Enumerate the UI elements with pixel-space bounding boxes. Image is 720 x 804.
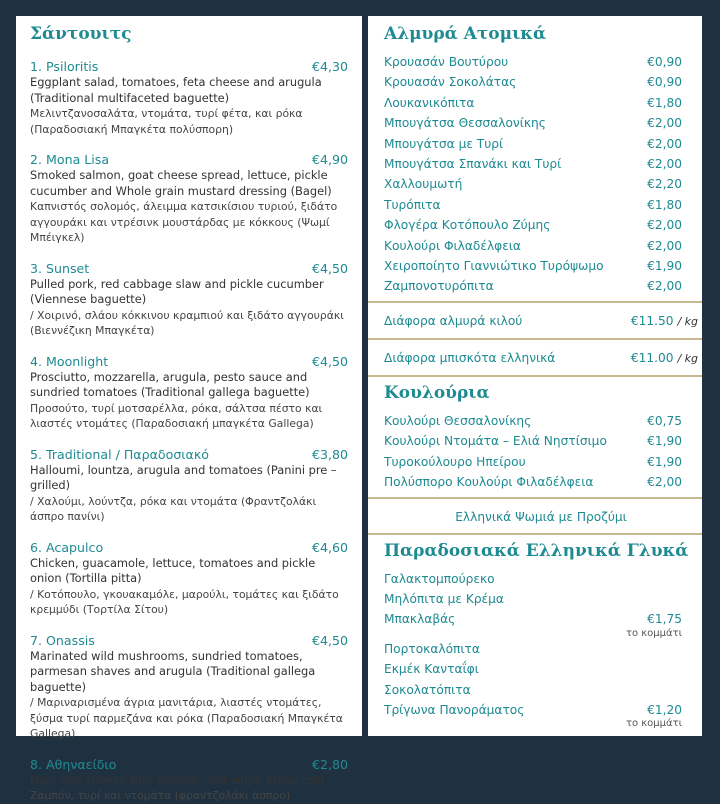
right-panel <box>368 16 702 736</box>
item-price: €2,00 <box>647 116 682 131</box>
menu-row <box>384 472 698 492</box>
sandwich-header <box>30 260 348 277</box>
sandwich-description-gr: / Χοιρινό, σλάου κόκκινου κραμπιού και ξιδάτο αγγουράκι (Βιεννέζικη Μπαγκέτα) <box>30 308 344 337</box>
kilo-label: Διάφορα μπισκότα ελληνικά <box>384 350 556 365</box>
item-price: €2,00 <box>647 136 682 151</box>
menu-row <box>384 609 698 638</box>
savory-list <box>384 52 698 297</box>
kilo-row-biscuits <box>384 346 698 371</box>
item-price: €2,00 <box>647 238 682 253</box>
sandwich-name: 7. Onassis <box>30 632 95 648</box>
sandwich-price: €2,80 <box>311 756 348 772</box>
sweets-title: Παραδοσιακά Ελληνικά Γλυκά <box>384 540 689 561</box>
sandwich-list <box>30 58 348 804</box>
menu-row <box>384 52 698 72</box>
menu-row <box>384 411 698 431</box>
menu-row <box>384 639 698 659</box>
sandwich-description-en: Pulled pork, red cabbage slaw and pickle cucumber (Viennese baguette) <box>30 276 324 306</box>
sandwich-panel <box>16 16 362 802</box>
item-name: Κρουασάν Σοκολάτας <box>384 75 517 90</box>
price-block <box>647 154 682 174</box>
menu-row <box>384 113 698 133</box>
sandwich-header <box>30 151 348 168</box>
item-name: Σοκολατόπιτα <box>384 682 471 697</box>
divider <box>368 338 702 340</box>
sandwiches-title: Σάντουιτς <box>30 24 132 44</box>
sandwich-item <box>30 446 348 525</box>
koulouria-title: Κουλούρια <box>384 382 490 403</box>
item-name: Μπουγάτσα Σπανάκι και Τυρί <box>384 157 562 172</box>
sandwich-description-gr: / Χαλούμι, λούντζα, ρόκα και ντομάτα (Φραντζολάκι άσπρο πανίνι) <box>30 494 317 523</box>
price-block <box>647 472 682 492</box>
sandwich-description-gr: Καπνιστός σολομός, άλειμμα κατσικίσιου τυριού, ξιδάτο αγγουράκι και ντρέσινκ μουστάρδας με κόκκους (Ψωμί Μπέιγκελ) <box>30 200 338 244</box>
sandwich-name: 5. Traditional / Παραδοσιακό <box>30 446 209 462</box>
menu-row <box>384 431 698 451</box>
item-name: Χαλλουμωτή <box>384 177 463 192</box>
bread-line: Ελληνικά Ψωμιά με Προζύμι <box>455 509 627 524</box>
item-name: Κουλούρι Θεσσαλονίκης <box>384 413 532 428</box>
item-price: €2,00 <box>647 157 682 172</box>
price-block <box>626 609 682 638</box>
sandwich-description-en: Prosciutto, mozzarella, arugula, pesto sauce and sundried tomatoes (Traditional gallega baguette) <box>30 369 310 399</box>
sandwich-price: €4,90 <box>311 152 348 167</box>
item-name: Κουλούρι Ντομάτα – Ελιά Νηστίσιμο <box>384 434 607 449</box>
price-unit: το κομμάτι <box>625 718 682 730</box>
item-price: €1,90 <box>647 259 682 274</box>
price-unit: το κομμάτι <box>625 627 682 639</box>
sandwich-name: 8. Αθηναείδιο <box>30 756 117 772</box>
sandwich-description-gr: Μελιντζανοσαλάτα, ντομάτα, τυρί φέτα, και ρόκα (Παραδοσιακή Μπαγκέτα πολύσπορη) <box>30 107 303 136</box>
item-name: Λουκανικόπιτα <box>384 95 475 110</box>
item-name: Τρίγωνα Πανοράματος <box>384 702 525 717</box>
item-price: €0,75 <box>647 413 682 428</box>
sweets-list <box>384 569 698 730</box>
sandwich-name: 6. Acapulco <box>30 539 104 555</box>
sandwich-description-gr: / Κοτόπουλο, γκουακαμόλε, μαρούλι, τομάτες και ξιδάτο κρεμμύδι (Τορτίλα Σίτου) <box>30 587 339 616</box>
price-block <box>647 134 682 154</box>
menu-row <box>384 195 698 215</box>
item-price: €1,90 <box>647 454 682 469</box>
kilo-label: Διάφορα αλμυρά κιλού <box>384 313 523 328</box>
sandwich-item <box>30 756 348 804</box>
sandwich-header <box>30 353 348 370</box>
item-name: Ζαμπονοτυρόπιτα <box>384 279 494 294</box>
sandwich-item <box>30 632 348 742</box>
sandwich-description-en: Ham and cheese with tomato (soft white bread roll) <box>30 772 325 787</box>
item-name: Πολύσπορο Κουλούρι Φιλαδέλφεια <box>384 475 594 490</box>
menu-row <box>384 215 698 235</box>
price-block <box>626 700 682 729</box>
sandwich-price: €3,80 <box>311 446 348 462</box>
item-price: €1,75 <box>647 612 682 627</box>
sandwich-item <box>30 353 348 432</box>
item-name: Εκμέκ Κανταΐφι <box>384 662 479 677</box>
sandwich-header <box>30 632 348 649</box>
item-price: €2,00 <box>647 279 682 294</box>
sandwich-header <box>30 539 348 556</box>
sandwich-description-en: Smoked salmon, goat cheese spread, lettuce, pickle cucumber and Whole grain mustard dressing (Bagel) <box>30 168 332 198</box>
divider <box>368 375 702 377</box>
sandwich-item <box>30 260 348 339</box>
price-block <box>647 276 682 296</box>
price-block <box>647 93 682 113</box>
sandwich-item <box>30 539 348 618</box>
menu-row <box>384 659 698 679</box>
item-name: Μηλόπιτα με Κρέμα <box>384 591 504 606</box>
menu-row <box>384 276 698 296</box>
item-name: Κουλούρι Φιλαδέλφεια <box>384 238 521 253</box>
price-block <box>647 236 682 256</box>
item-name: Τυρόπιτα <box>384 197 441 212</box>
menu-row <box>384 154 698 174</box>
menu-row <box>384 256 698 276</box>
sandwich-name: 3. Sunset <box>30 260 90 276</box>
menu-row <box>384 134 698 154</box>
menu-row <box>384 700 698 729</box>
sandwich-price: €4,50 <box>311 353 348 369</box>
item-price: €2,00 <box>647 218 682 233</box>
price-block <box>647 113 682 133</box>
sandwich-description-gr: Ζαμπόν, τυρί και ντομάτα (φραντζολάκι άσπρο) <box>30 789 291 802</box>
menu-row <box>384 236 698 256</box>
sandwich-name: 2. Mona Lisa <box>30 152 110 167</box>
item-price: €0,90 <box>647 75 682 90</box>
price-block <box>647 431 682 451</box>
menu-row <box>384 174 698 194</box>
kilo-unit: / kg <box>677 351 698 365</box>
item-price: €1,80 <box>647 197 682 212</box>
price-block <box>647 411 682 431</box>
item-name: Χειροποίητο Γιαννιώτικο Τυρόψωμο <box>384 259 604 274</box>
item-price: €0,90 <box>647 55 682 69</box>
item-price: €1,80 <box>647 95 682 110</box>
sandwich-description-en: Marinated wild mushrooms, sundried tomatoes, parmesan shaves and arugula (Traditional gallega baguette) <box>30 648 316 694</box>
price-block <box>647 215 682 235</box>
item-name: Γαλακτομπούρεκο <box>384 571 495 586</box>
savory-title: Αλμυρά Ατομικά <box>384 24 547 44</box>
sandwich-header <box>30 58 348 75</box>
sandwich-description-en: Chicken, guacamole, lettuce, tomatoes and pickle onion (Tortilla pitta) <box>30 555 316 585</box>
divider <box>368 497 702 499</box>
sandwich-price: €4,30 <box>311 59 348 74</box>
price-block <box>647 256 682 276</box>
divider <box>368 301 702 303</box>
price-block <box>647 52 682 72</box>
sandwich-header <box>30 446 348 463</box>
kilo-row-savory <box>384 309 698 334</box>
sandwich-item <box>30 58 348 137</box>
item-price: €2,00 <box>647 475 682 490</box>
kilo-price: €11.50 <box>630 313 674 328</box>
item-price: €1,90 <box>647 434 682 449</box>
item-price: €2,20 <box>647 177 682 192</box>
menu-row <box>384 72 698 92</box>
item-price: €1,20 <box>647 702 682 717</box>
menu-row <box>384 452 698 472</box>
divider <box>368 533 702 535</box>
sandwich-description-en: Eggplant salad, tomatoes, feta cheese and arugula (Traditional multifaceted baguette) <box>30 75 322 105</box>
sandwich-name: 4. Moonlight <box>30 353 109 369</box>
item-name: Τυροκούλουρο Ηπείρου <box>384 454 526 469</box>
sandwich-description-gr: Προσούτο, τυρί μοτσαρέλλα, ρόκα, σάλτσα πέστο και λιαστές ντομάτες (Παραδοσιακή μπαγκέτα Gallega) <box>30 401 323 430</box>
sandwich-item <box>30 151 348 246</box>
item-name: Μπακλαβάς <box>384 612 456 627</box>
item-name: Φλογέρα Κοτόπουλο Ζύμης <box>384 218 551 233</box>
sandwich-description-en: Halloumi, lountza, arugula and tomatoes (Panini pre – grilled) <box>30 462 337 492</box>
sandwich-header <box>30 756 348 773</box>
item-name: Κρουασάν Βουτύρου <box>384 55 509 69</box>
menu-row <box>384 569 698 589</box>
item-name: Μπουγάτσα Θεσσαλονίκης <box>384 116 546 131</box>
koulouria-list <box>384 411 698 493</box>
sandwich-price: €4,60 <box>311 539 348 555</box>
item-name: Μπουγάτσα με Τυρί <box>384 136 504 151</box>
price-block <box>647 452 682 472</box>
sandwich-name: 1. Psiloritis <box>30 59 99 74</box>
item-name: Πορτοκαλόπιτα <box>384 641 480 656</box>
price-block <box>647 195 682 215</box>
price-block <box>647 72 682 92</box>
price-block <box>647 174 682 194</box>
kilo-unit: / kg <box>677 314 698 328</box>
kilo-price: €11.00 <box>630 350 674 365</box>
menu-row <box>384 589 698 609</box>
sandwich-price: €4,50 <box>311 632 348 648</box>
menu-row <box>384 680 698 700</box>
sandwich-description-gr: / Μαριναρισμένα άγρια μανιτάρια, λιαστές ντομάτες, ξύσμα τυρί παρμεζάνα και ρόκα (Παραδοσιακή Μπαγκέτα Gallega) <box>30 696 343 740</box>
menu-row <box>384 93 698 113</box>
sandwich-price: €4,50 <box>311 260 348 276</box>
